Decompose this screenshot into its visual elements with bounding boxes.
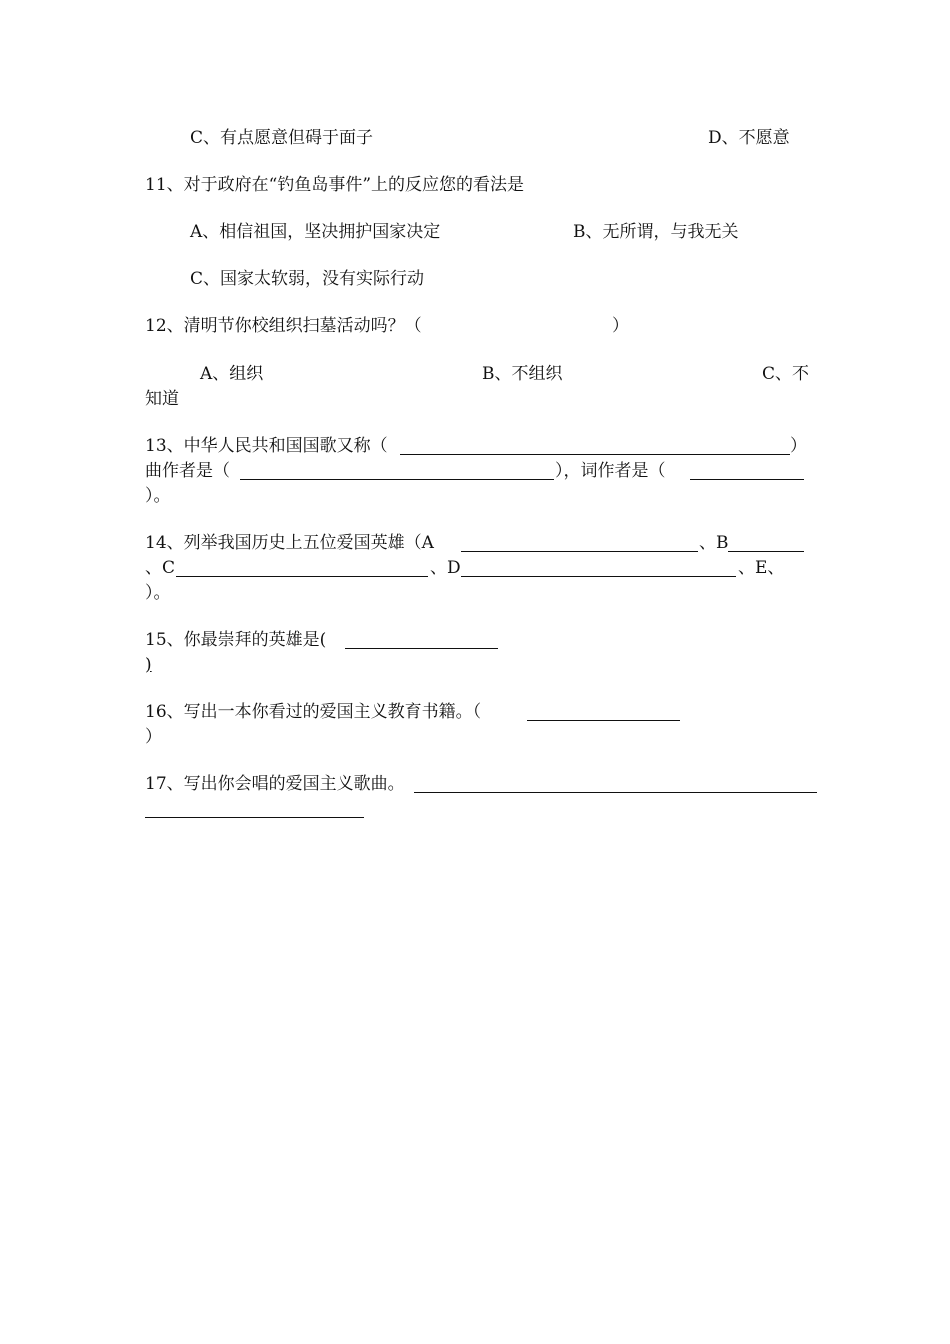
q15-close-paren: ) <box>145 655 152 675</box>
q10-option-c: C、有点愿意但碍于面子 <box>190 128 374 148</box>
q14-stem: 14、列举我国历史上五位爱国英雄（A <box>145 533 434 553</box>
q12-close-paren: ） <box>612 316 629 336</box>
q11-stem: 11、对于政府在“钓鱼岛事件”上的反应您的看法是 <box>145 175 525 195</box>
q14-hero-b-blank[interactable] <box>728 551 804 552</box>
q14-hero-c-blank[interactable] <box>176 576 428 577</box>
q11-option-b: B、无所谓，与我无关 <box>573 222 739 242</box>
q14-sep-d: 、D <box>430 558 461 578</box>
q11-option-a: A、相信祖国，坚决拥护国家决定 <box>190 222 441 242</box>
q12-stem: 12、清明节你校组织扫墓活动吗？（ <box>145 316 422 336</box>
q15-stem: 15、你最崇拜的英雄是( <box>145 630 327 650</box>
q14-end: ）。 <box>145 583 171 603</box>
q14-lead-c: 、C <box>145 558 176 578</box>
q14-sep-b: 、B <box>699 533 729 553</box>
q12-option-c-cont: 知道 <box>145 389 179 409</box>
q12-option-c: C、不 <box>762 364 810 384</box>
q12-option-b: B、不组织 <box>482 364 563 384</box>
q14-sep-e: 、E、 <box>738 558 785 578</box>
q13-lyricist-label: ），词作者是（ <box>555 461 666 481</box>
q16-close-paren: ） <box>145 727 162 747</box>
q10-option-d: D、不愿意 <box>708 128 790 148</box>
q17-stem: 17、写出你会唱的爱国主义歌曲。 <box>145 774 405 794</box>
q13-lyricist-blank[interactable] <box>690 479 804 480</box>
q15-hero-blank[interactable] <box>345 648 498 649</box>
q13-end: ）。 <box>145 486 171 506</box>
q13-stem: 13、中华人民共和国国歌又称（ <box>145 436 388 456</box>
q17-song-blank-cont[interactable] <box>145 817 364 818</box>
q12-option-a: A、组织 <box>200 364 264 384</box>
q16-book-blank[interactable] <box>527 720 680 721</box>
q11-option-c: C、国家太软弱，没有实际行动 <box>190 269 425 289</box>
q16-stem: 16、写出一本你看过的爱国主义教育书籍。（ <box>145 702 482 722</box>
q13-close-paren: ） <box>790 436 807 456</box>
q13-anthem-blank[interactable] <box>400 454 790 455</box>
q17-song-blank[interactable] <box>414 792 817 793</box>
q13-composer-blank[interactable] <box>240 479 554 480</box>
q14-hero-d-blank[interactable] <box>461 576 736 577</box>
q14-hero-a-blank[interactable] <box>461 551 698 552</box>
q13-composer-label: 曲作者是（ <box>145 461 230 481</box>
